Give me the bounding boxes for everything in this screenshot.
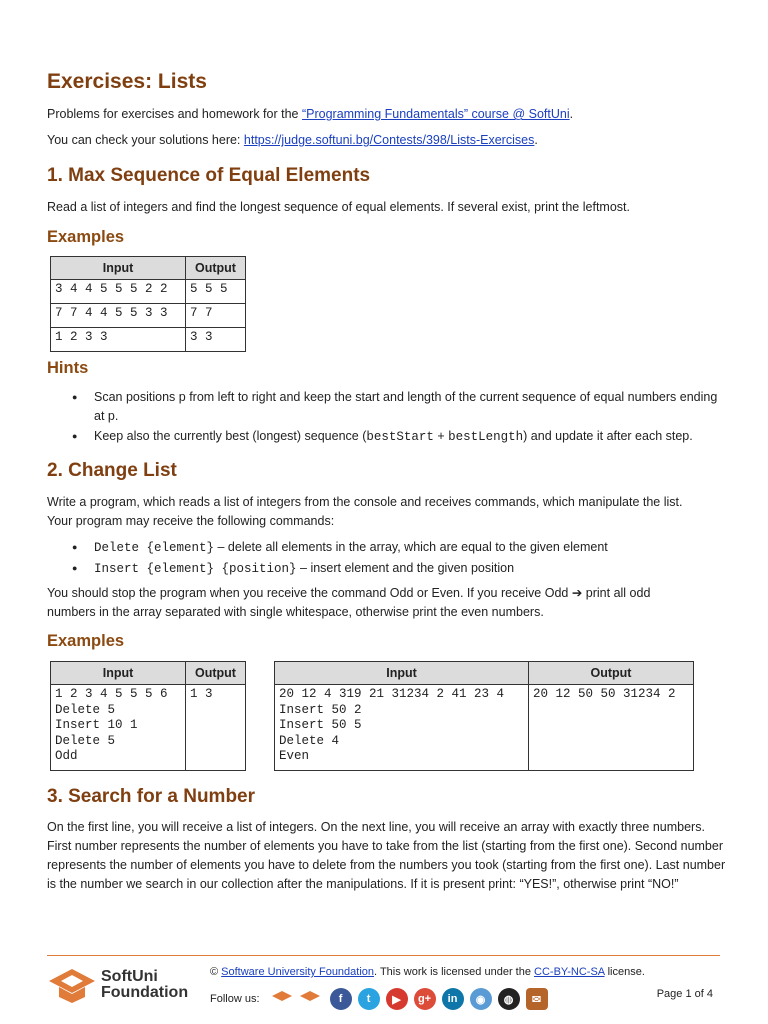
intro-text-1: Problems for exercises and homework for the bbox=[47, 107, 302, 121]
table-row bbox=[51, 304, 246, 328]
command-item bbox=[72, 559, 728, 579]
softuni-small-logos-icon bbox=[268, 988, 324, 1010]
command-text: – insert element and the given position bbox=[296, 561, 515, 575]
license-suffix: license. bbox=[604, 966, 645, 978]
page-title: Exercises: Lists bbox=[47, 70, 207, 93]
course-link[interactable]: “Programming Fundamentals” course @ SoftUni bbox=[301, 107, 570, 121]
section-2-example-table-1 bbox=[50, 661, 246, 771]
license-link[interactable]: CC-BY-NC-SA bbox=[534, 966, 605, 978]
table-cell-output: 3 3 bbox=[186, 328, 246, 352]
section-2-examples-heading: Examples bbox=[47, 632, 125, 650]
hint-code: bestLength bbox=[448, 430, 524, 444]
section-1-heading: 1. Max Sequence of Equal Elements bbox=[47, 165, 371, 186]
twitter-icon[interactable]: t bbox=[358, 988, 380, 1010]
table-header-input: Input bbox=[51, 662, 186, 685]
intro-line-1 bbox=[47, 105, 728, 124]
table-header-output: Output bbox=[186, 662, 246, 685]
table-header-input: Input bbox=[51, 257, 186, 280]
softuni-foundation-logo bbox=[47, 965, 188, 1005]
table-cell-output: 5 5 5 bbox=[186, 280, 246, 304]
section-1-examples-heading: Examples bbox=[47, 228, 125, 246]
footer-divider bbox=[47, 955, 720, 956]
table-row bbox=[51, 280, 246, 304]
table-cell-input: 7 7 4 4 5 5 3 3 bbox=[51, 304, 186, 328]
hint-item: ● Scan positions p from left to right and keep the start and length of the current sequence of equal numbers ending at p. bbox=[72, 388, 728, 426]
section-1-description: Read a list of integers and find the longest sequence of equal elements. If several exist, print the leftmost. bbox=[47, 200, 630, 214]
table-cell-input: 1 2 3 4 5 5 5 6 Delete 5 Insert 10 1 Delete 5 Odd bbox=[51, 685, 186, 771]
logo-text-line-1: SoftUni bbox=[101, 968, 158, 985]
logo-text-line-2: Foundation bbox=[101, 984, 189, 1001]
youtube-icon[interactable]: ▶ bbox=[386, 988, 408, 1010]
linkedin-icon[interactable]: in bbox=[442, 988, 464, 1010]
table-cell-input: 3 4 4 5 5 5 2 2 bbox=[51, 280, 186, 304]
license-line bbox=[210, 966, 645, 978]
follow-us bbox=[210, 988, 548, 1010]
judge-link[interactable]: https://judge.softuni.bg/Contests/398/Lists-Exercises bbox=[243, 133, 535, 147]
table-header-output: Output bbox=[186, 257, 246, 280]
hint-text: Keep also the currently best (longest) sequence ( bbox=[94, 429, 367, 443]
table-cell-output: 7 7 bbox=[186, 304, 246, 328]
intro-suffix-2: . bbox=[534, 133, 538, 147]
hints-list bbox=[72, 388, 728, 447]
table-cell-input: 20 12 4 319 21 31234 2 41 23 4 Insert 50 2 Insert 50 5 Delete 4 Even bbox=[275, 685, 529, 771]
table-row bbox=[51, 328, 246, 352]
section-2-example-table-2 bbox=[274, 661, 694, 771]
command-text: – delete all elements in the array, which are equal to the given element bbox=[214, 540, 608, 554]
section-2-heading: 2. Change List bbox=[47, 460, 177, 481]
intro-line-2 bbox=[47, 131, 728, 150]
table-cell-output: 20 12 50 50 31234 2 bbox=[529, 685, 694, 771]
section-2-stop-text-1: You should stop the program when you receive the command Odd or Even. If you receive Odd ➔ print all odd bbox=[47, 586, 651, 600]
copyright-symbol: © bbox=[210, 966, 222, 978]
section-2-stop-text-2: numbers in the array separated with single whitespace, otherwise print the even numbers. bbox=[47, 605, 544, 619]
intro-suffix-1: . bbox=[569, 107, 574, 121]
intro-text-2: You can check your solutions here: bbox=[47, 133, 244, 147]
foundation-link[interactable]: Software University Foundation bbox=[221, 966, 375, 978]
table-cell-input: 1 2 3 3 bbox=[51, 328, 186, 352]
hint-item bbox=[72, 427, 728, 447]
table-row bbox=[51, 685, 246, 771]
page-number: Page 1 of 4 bbox=[656, 988, 713, 1000]
command-item bbox=[72, 538, 728, 558]
section-2-description-1: Write a program, which reads a list of integers from the console and receives commands, which manipulate the list. bbox=[47, 495, 683, 509]
hint-text: ) and update it after each step. bbox=[523, 429, 693, 443]
table-header-input: Input bbox=[275, 662, 529, 685]
table-header-output: Output bbox=[529, 662, 694, 685]
command-code: Insert {element} {position} bbox=[94, 562, 297, 576]
hint-code: bestStart bbox=[366, 430, 434, 444]
email-icon[interactable]: ✉ bbox=[526, 988, 548, 1010]
section-2-description-2: Your program may receive the following commands: bbox=[47, 514, 335, 528]
follow-label: Follow us: bbox=[210, 993, 260, 1005]
hint-text: + bbox=[433, 429, 449, 443]
graduation-cap-icon bbox=[47, 965, 97, 1005]
google-plus-icon[interactable]: g+ bbox=[414, 988, 436, 1010]
facebook-icon[interactable]: f bbox=[330, 988, 352, 1010]
section-3-heading: 3. Search for a Number bbox=[47, 786, 256, 807]
slideshare-icon[interactable]: ◉ bbox=[470, 988, 492, 1010]
license-text: . This work is licensed under the bbox=[374, 966, 535, 978]
table-cell-output: 1 3 bbox=[186, 685, 246, 771]
table-row bbox=[275, 685, 694, 771]
hints-heading: Hints bbox=[47, 359, 89, 377]
section-3-description: On the first line, you will receive a list of integers. On the next line, you will receive an array with exactly three numbers. First number represents the number of elements you have to take from the list (starting from the first one). Second number represents the number of elements you have to delete from the numbers you took (starting from the first one). Last number is the number we search in our collection after the manipulations. If it is present print: “YES!”, otherwise print “NO!” bbox=[47, 820, 726, 891]
commands-list bbox=[72, 538, 728, 579]
section-1-examples-table bbox=[50, 256, 246, 352]
github-icon[interactable]: ◍ bbox=[498, 988, 520, 1010]
command-code: Delete {element} bbox=[94, 541, 215, 555]
